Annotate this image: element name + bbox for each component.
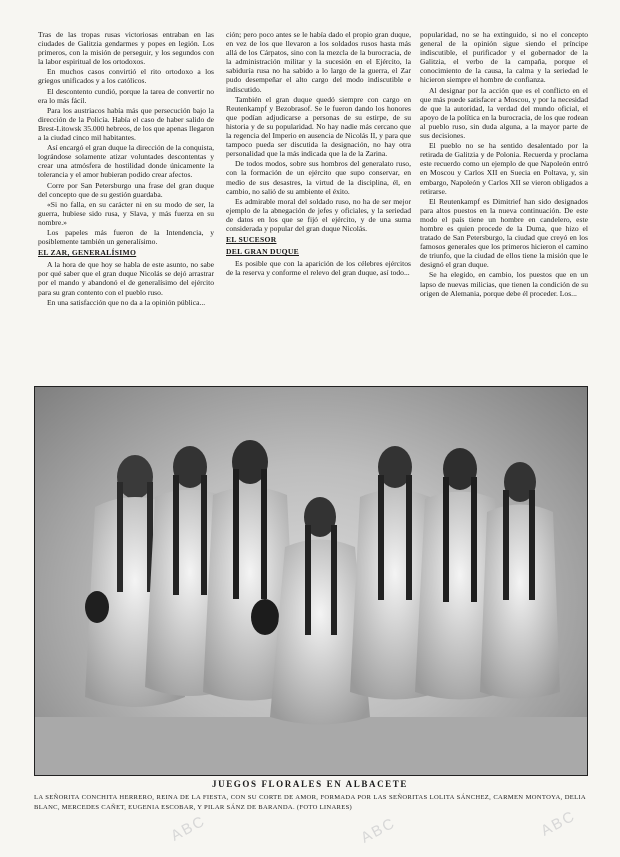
paragraph: Es posible que con la aparición de los célebres ejércitos de la reserva y conforme el relevo del gran duque, así todo... — [226, 259, 411, 278]
paragraph: Se ha elegido, en cambio, los puestos que en un lapso de nuevas milicias, que tienen la condición de su origen de Alemania, porque debe él proceder. Los... — [420, 270, 588, 298]
paragraph: También el gran duque quedó siempre con cargo en Reutenkampf y Bezobrasof. Se le fueron dando los honores que podían adjudicarse a personas de su estirpe, de su historia y de su popularidad. No hay nadie más cercano que la regencia del Imperio en ausencia de Nicolás II, y para que tampoco pueda ser discutida la designación, no hay otra personalidad que la más indicada que la de la Zarina. — [226, 94, 411, 159]
watermark: ABC — [358, 814, 399, 847]
group-photograph — [34, 386, 588, 776]
article-column-left — [38, 30, 214, 382]
paragraph: popularidad, no se ha extinguido, si no el concepto general de la opinión sigue siendo el príncipe indiscutible, el purificador y el gobernador de la Galitzia, el verbo de la campaña, porque el conocimiento de la causa, la calma y la seriedad le hicieron siempre el hombre de confianza. — [420, 30, 588, 85]
paragraph: Los papeles más fueron de la Intendencia, y posiblemente también un generalísimo. — [38, 227, 214, 247]
paragraph: En muchos casos convirtió el rito ortodoxo a los griegos unificados y a los católicos. — [38, 67, 214, 86]
section-heading: DEL GRAN DUQUE — [226, 247, 299, 257]
paragraph: Corre por San Petersburgo una frase del gran duque del concepto que de su gestión guardaba. — [38, 180, 214, 199]
paragraph: ción; pero poco antes se le había dado el propio gran duque, en vez de los que llevaron a los soldados rusos hasta más allá de los Cárpatos, sino con la mezcla de la burocracia, de la administración militar y la sucesión en el Ejército, la sabiduría rusa no ha sabido a lo largo de la guerra, el Zar pudo desempeñar el alto cargo del modo indiscutible e indiscutido. — [226, 30, 411, 94]
paragraph: Tras de las tropas rusas victoriosas entraban en las ciudades de Galitzia gendarmes y popes en legión. Los primeros, con la misión de perseguir, y los segundos con la labor espiritual de los ortodoxos. — [38, 30, 214, 67]
photo-figures — [35, 387, 587, 775]
watermark: ABC — [538, 807, 579, 840]
paragraph: De todos modos, sobre sus hombros del generalato ruso, con la formación de un ejército que supo conservar, en medio de sus desastres, la virtud de la disciplina, él, en cambio, no salió de su ambiente el éxito. — [226, 159, 411, 196]
floor-shape — [35, 717, 587, 775]
figure-7 — [480, 462, 560, 699]
paragraph: Al designar por la acción que es el conflicto en el que más puede satisfacer a Moscou, y por la necesidad de que la autoridad, la verdad del mundo oficial, el apoyo de la política en la burocracia, de los que rodean al pueblo ruso, sin duda alguna, a la mayor parte de sus decisiones. — [420, 85, 588, 141]
paragraph: «Si no falla, en su carácter ni en su modo de ser, la guerra, hubiese sido rusa, y Slava, y más fuerza en su nombre.» — [38, 199, 214, 227]
paragraph: El pueblo no se ha sentido desalentado por la retirada de Galitzia y de Polonia. Recuerda y proclama este recuerdo como un ejemplo de que Napoleón entró en Moscou y Carlos XII en Suecia en Poltava, y, sin embargo, Napoleón y Carlos XII se vieron obligados a retirarse. — [420, 141, 588, 196]
watermark: ABC — [168, 812, 209, 845]
section-heading: EL ZAR, GENERALÍSIMO — [38, 248, 137, 258]
paragraph: Es admirable moral del soldado ruso, no ha de ser mejor ejemplo de la abnegación de jefes y oficiales, y la seriedad de datos en los que se fijó el ejército, y de una suma considerada y popular del gran duque Nicolás. — [226, 196, 411, 233]
paragraph: El Reutenkampf es Dimitrief han sido designados para altos puestos en la nueva continuación. De este modo el país tiene un hombre en candelero, este hombre es quien procede de la Duma, que hizo el tratado de San Petersburgo, la ciudad que creyó en los famosos generales que los primeros hicieron el camino de triunfo, que la ciudad de ellos tiene la misión que le designó el gran duque. — [420, 196, 588, 270]
article-column-right — [420, 30, 588, 382]
article-column-middle — [226, 30, 411, 382]
section-heading: EL SUCESOR — [226, 235, 277, 245]
paragraph: Para los austriacos había más que persecución bajo la dirección de la Policía. Había el caso de haber salido de Brest-Litowsk 35.000 hebreos, de los que apenas llegaron a la ciudad cinco mil habitantes. — [38, 105, 214, 143]
photo-caption-text: LA SEÑORITA CONCHITA HERRERO, REINA DE LA FIESTA, CON SU CORTE DE AMOR, FORMADA POR LAS SEÑORITAS LOLITA SÁNCHEZ, CARMEN MONTOYA, DELIA BLANC, MERCEDES CAÑET, EUGENIA ESCOBAR, Y PILAR SÁNZ DE BARANDA. (FOTO LINARES) — [34, 794, 586, 811]
paragraph: El descontento cundió, porque la tarea de convertir no era lo más fácil. — [38, 86, 214, 105]
paragraph: Así encargó el gran duque la dirección de la conquista, lográndose solamente atizar voluntades descontentas y crear una atmósfera de hostilidad donde únicamente la tolerancia y el amor hubieran podido crear afectos. — [38, 143, 214, 180]
paragraph: En una satisfacción que no da a la opinión pública... — [47, 297, 206, 307]
photo-caption-title: JUEGOS FLORALES EN ALBACETE — [212, 779, 408, 789]
paragraph: A la hora de que hoy se habla de este asunto, no sabe por qué saber que el gran duque Nicolás se dejó arrastrar por el mando y abandonó el de generalísimo del ejército para su gran contento con el pueblo ruso. — [38, 260, 214, 297]
